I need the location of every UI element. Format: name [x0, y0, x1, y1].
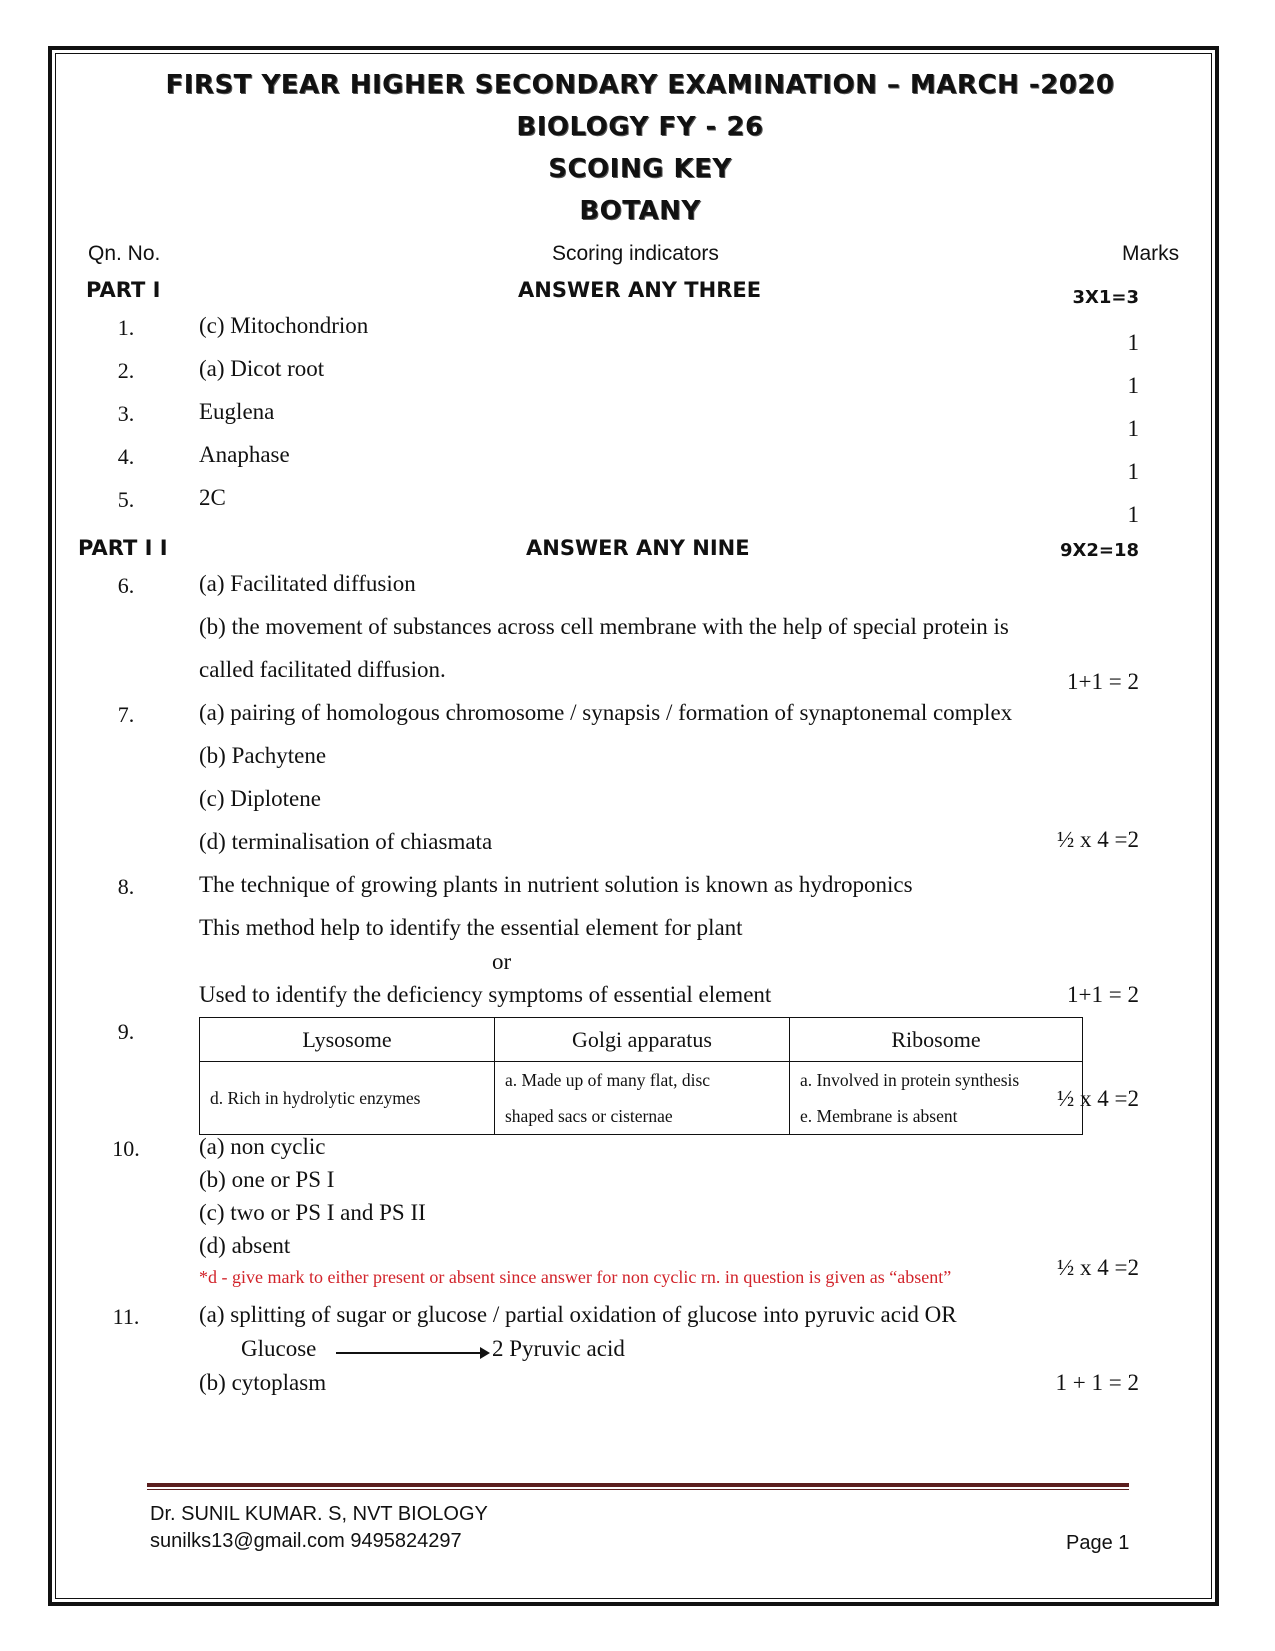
footer-author: Dr. SUNIL KUMAR. S, NVT BIOLOGY: [150, 1503, 488, 1525]
part1-instruction: ANSWER ANY THREE: [518, 278, 762, 302]
mark-value: 1+1 = 2: [1067, 982, 1139, 1007]
column-qn-no: Qn. No.: [88, 242, 161, 265]
answer-text: Anaphase: [199, 442, 290, 467]
question-number: 4.: [117, 444, 135, 469]
footer-divider: [147, 1489, 1129, 1490]
answer-text: (c) two or PS I and PS II: [199, 1200, 426, 1225]
mark-value: 1: [1127, 416, 1139, 441]
marking-note: *d - give mark to either present or absent since answer for non cyclic rn. in question is given as “absent”: [199, 1267, 952, 1287]
question-number: 8.: [117, 874, 135, 899]
part1-label: PART I: [86, 278, 161, 302]
question-number: 5.: [117, 487, 135, 512]
subject-title: BIOLOGY FY - 26: [516, 112, 764, 142]
cell-text: a. Made up of many flat, disc: [505, 1070, 711, 1090]
answer-text: (b) cytoplasm: [199, 1370, 327, 1395]
mark-value: 1: [1127, 330, 1139, 355]
equation-product: 2 Pyruvic acid: [492, 1336, 625, 1361]
answer-text: The technique of growing plants in nutrient solution is known as hydroponics: [199, 872, 913, 897]
mark-value: 1 + 1 = 2: [1055, 1370, 1139, 1395]
mark-value: ½ x 4 =2: [1057, 827, 1139, 852]
page-number: Page 1: [1066, 1532, 1130, 1554]
question-number: 7.: [117, 702, 135, 727]
mark-value: ½ x 4 =2: [1057, 1255, 1139, 1280]
answer-text: (a) Facilitated diffusion: [199, 571, 416, 596]
answer-text: This method help to identify the essential element for plant: [199, 915, 743, 940]
question-number: 10.: [112, 1136, 140, 1161]
organelle-table: [199, 1017, 1083, 1135]
answer-text: 2C: [199, 485, 226, 510]
table-cell: [200, 1062, 495, 1135]
answer-text: (d) absent: [199, 1233, 291, 1258]
answer-text: (d) terminalisation of chiasmata: [199, 829, 493, 854]
reaction-arrow-icon: [336, 1352, 488, 1354]
answer-text: (b) Pachytene: [199, 743, 327, 768]
mark-value: 1: [1127, 502, 1139, 527]
cell-text: e. Membrane is absent: [800, 1106, 958, 1126]
key-title: SCOING KEY: [548, 154, 732, 184]
answer-text: (c) Mitochondrion: [199, 313, 369, 338]
section-title: BOTANY: [579, 196, 701, 226]
table-header-cell: Golgi apparatus: [495, 1018, 790, 1062]
cell-text: d. Rich in hydrolytic enzymes: [210, 1088, 421, 1108]
answer-text: called facilitated diffusion.: [199, 657, 446, 682]
question-number: 3.: [117, 401, 135, 426]
mark-value: 1: [1127, 459, 1139, 484]
answer-text: (a) Dicot root: [199, 356, 325, 381]
part2-label: PART I I: [78, 536, 168, 560]
table-header-cell: Ribosome: [790, 1018, 1083, 1062]
question-number: 6.: [117, 573, 135, 598]
answer-text: (a) non cyclic: [199, 1134, 326, 1159]
cell-text: a. Involved in protein synthesis: [800, 1070, 1020, 1090]
exam-title: FIRST YEAR HIGHER SECONDARY EXAMINATION – MARCH -2020: [165, 70, 1115, 100]
cell-text: shaped sacs or cisternae: [505, 1106, 673, 1126]
column-marks: Marks: [1122, 242, 1180, 265]
mark-value: 1: [1127, 373, 1139, 398]
table-cell: [790, 1062, 1083, 1135]
footer-contact: sunilks13@gmail.com 9495824297: [150, 1530, 462, 1552]
answer-text: (a) pairing of homologous chromosome / synapsis / formation of synaptonemal complex: [199, 700, 1013, 725]
answer-text: (a) splitting of sugar or glucose / partial oxidation of glucose into pyruvic acid OR: [199, 1302, 957, 1327]
answer-text: (c) Diplotene: [199, 786, 321, 811]
table-header-cell: Lysosome: [200, 1018, 495, 1062]
answer-text: or: [492, 949, 512, 974]
answer-text: Euglena: [199, 399, 275, 424]
part1-marks: 3X1=3: [1072, 287, 1139, 308]
answer-text: (b) the movement of substances across cell membrane with the help of special protein is: [199, 614, 1009, 639]
mark-value: 1+1 = 2: [1067, 669, 1139, 694]
column-scoring-indicators: Scoring indicators: [552, 242, 719, 265]
equation-reactant: Glucose: [241, 1336, 317, 1361]
question-number: 1.: [117, 315, 135, 340]
table-cell: [495, 1062, 790, 1135]
answer-text: Used to identify the deficiency symptoms of essential element: [199, 982, 772, 1007]
part2-instruction: ANSWER ANY NINE: [526, 536, 750, 560]
footer-divider: [147, 1483, 1129, 1487]
mark-value: ½ x 4 =2: [1057, 1086, 1139, 1111]
question-number: 9.: [117, 1019, 135, 1044]
part2-marks: 9X2=18: [1059, 540, 1139, 561]
question-number: 11.: [112, 1304, 140, 1329]
question-number: 2.: [117, 358, 135, 383]
answer-text: (b) one or PS I: [199, 1167, 335, 1192]
